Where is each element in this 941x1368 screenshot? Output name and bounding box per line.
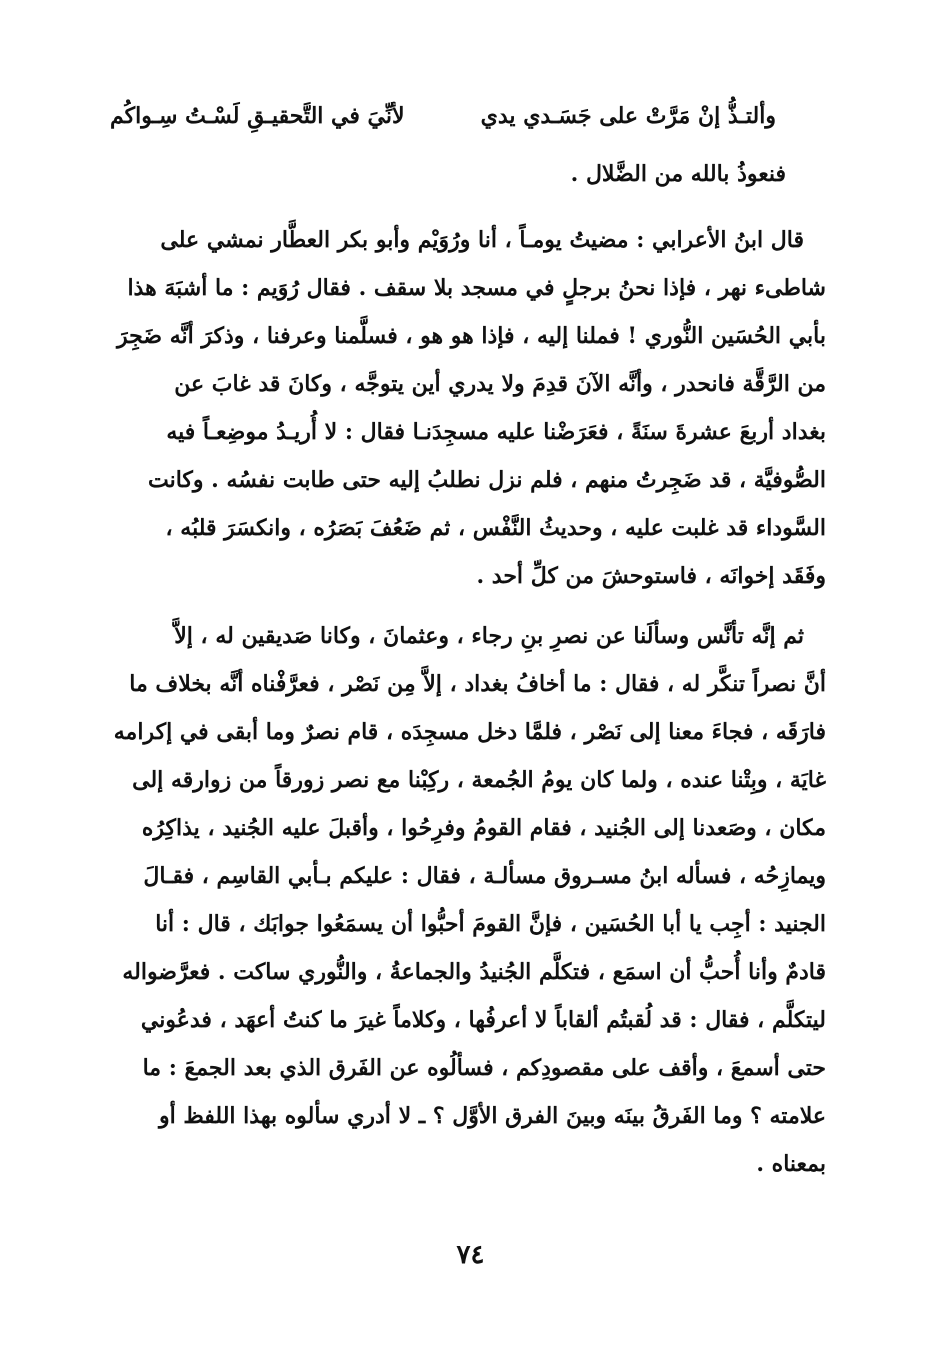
paragraph-line: قال ابنُ الأعرابي : مضيتُ يومـاً ، أنا ورُوَيْم وأبو بكر العطَّار نمشي على [160, 227, 804, 253]
paragraph-line: حتى أسمعَ ، وأقف على مقصودِكم ، فسألُوه عن الفَرق الذي بعد الجمعَ : ما [142, 1055, 826, 1081]
paragraph-line: بأبي الحُسَين النُّوري ! فملنا إليه ، فإذا هو هو ، فسلَّمنا وعرفنا ، وذكرَ أنَّه ضَجِرَ [117, 323, 826, 349]
paragraph-line: علامته ؟ وما الفَرقُ بينَه وبينَ الفرق الأوَّل ؟ ـ لا أدري سألوه بهذا اللفظ أو [159, 1103, 826, 1129]
paragraph-line: غايَة ، وبِتْنا عنده ، ولما كان يومُ الجُمعة ، ركِبْنا مع نصر زورقاً من زوارقه إلى [132, 767, 826, 793]
paragraph-line: ويمازِحُه ، فسأله ابنُ مسـروق مسألـة ، فقال : عليكم بـأبي القاسِم ، فقـالَ [143, 863, 826, 889]
paragraph-line: السَّوداء قد غلبت عليه ، وحديثُ النَّفْس ، ثم ضَعُفَ بَصَرُه ، وانكسَرَ قلبُه ، [165, 515, 826, 541]
paragraph-line: بغداد أربعَ عشرةَ سنَةً ، فعَرَضْنا عليه مسجِدَنـا فقال : لا أُريـدُ موضِعـاً فيه [166, 419, 826, 445]
paragraph-line: شاطىء نهر ، فإذا نحنُ برجلٍ في مسجد بلا سقف . فقال رُوَيم : ما أشبَهَ هذا [127, 275, 826, 301]
paragraph-line: ثم إنَّه تأنَّس وسألَنا عن نصرِ بنِ رجاء ، وعثمانَ ، وكانا صَديقين له ، إلاَّ [174, 623, 804, 649]
paragraph-line: فارَقَه ، فجاءَ معنا إلى نَصْر ، فلمَّا دخل مسجِدَه ، قام نصرٌ وما أبقى في إكرامه [113, 719, 826, 745]
verse-followup-block [110, 150, 826, 198]
paragraph-1 [110, 216, 826, 600]
verse-followup-line: فنعوذُ بالله من الضَّلال . [570, 161, 786, 187]
page-number: ٧٤ [456, 1240, 485, 1270]
paragraph-line: الجنيد : أجِب يا أبا الحُسَين ، فإنَّ القومَ أحبُّوا أن يسمَعُوا جوابَك ، قال : أنا [155, 911, 826, 937]
paragraph-line: بمعناه . [756, 1151, 826, 1177]
paragraph-line: قادمٌ وأنا أُحبُّ أن اسمَع ، فتكلَّم الجُنيدُ والجماعةُ ، والنُّوري ساكت . فعرَّضواله [122, 959, 826, 985]
paragraph-line: من الرَّقَّة فانحدر ، وأنَّه الآنَ قدِمَ ولا يدري أين يتوجَّه ، وكانَ قد غابَ عن [174, 371, 826, 397]
paragraph-line: مكان ، وصَعدنا إلى الجُنيد ، فقام القومُ وفرِحُوا ، وأقبلَ عليه الجُنيد ، يذاكِرُه [141, 815, 826, 841]
paragraph-line: الصُّوفيَّة ، قد ضَجِرتُ منهم ، فلم نزل نطلبُ إليه حتى طابت نفسُه . وكانت [147, 467, 826, 493]
paragraph-2 [110, 612, 826, 1188]
verse-first-hemistich: وألتـذُّ إنْ مَرَّتْ على جَسَـدي يدي [480, 103, 776, 129]
paragraph-line: وفَقَد إخوانَه ، فاستوحشَ من كلِّ أحد . [476, 563, 826, 589]
verse-second-hemistich: لأنِّيَ في التَّحقيـقِ لَسْـتُ سِـواكُم [110, 103, 405, 129]
poetry-verse [110, 92, 776, 140]
paragraph-line: ليتكلَّم ، فقال : قد لُقبتُم ألقاباً لا أعرفُها ، وكلاماً غيرَ ما كنتُ أعهَد ، فدعُوني [140, 1007, 826, 1033]
paragraph-line: أنَّ نصراً تنكَّر له ، فقال : ما أخافُ بغداد ، إلاَّ مِن نَصْر ، فعرَّفْناه أنَّه بخلاف ما [129, 671, 826, 697]
